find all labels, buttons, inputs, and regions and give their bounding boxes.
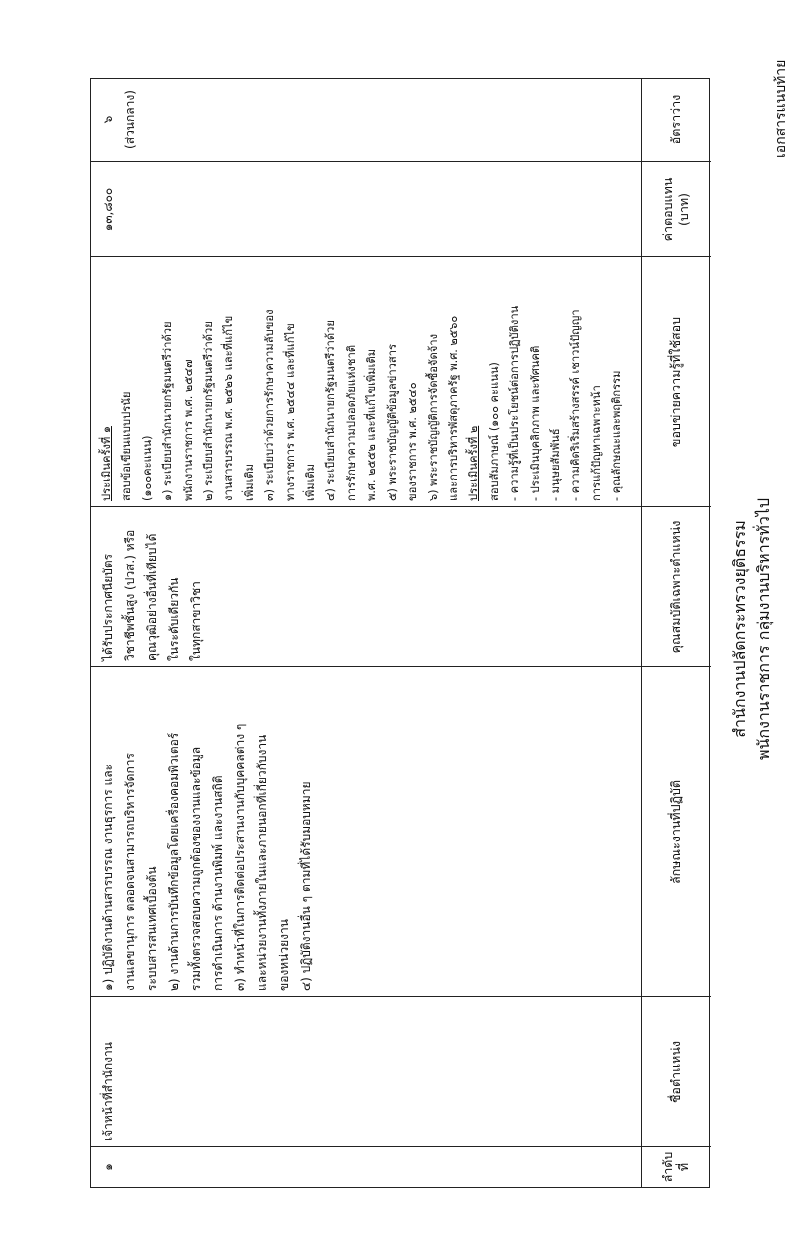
row-salary: ๑๓,๘๐๐ [101, 187, 115, 232]
row-qualification [91, 507, 636, 667]
scope-line: การแก้ปัญหาเฉพาะหน้า [589, 385, 603, 501]
scope-line: ทางราชการ พ.ศ. ๒๕๔๔ และที่แก้ไข [283, 323, 297, 501]
scope-line: งานสารบรรณ พ.ศ. ๒๕๒๖ และที่แก้ไข [222, 315, 236, 501]
scope-line: การรักษาความปลอดภัยแห่งชาติ [344, 345, 358, 501]
scope-line: ๔) ระเบียบสำนักนายกรัฐมนตรีว่าด้วย [324, 320, 338, 501]
scope-line: ประเมินครั้งที่ ๒ [467, 425, 481, 501]
scope-line: ประเมินครั้งที่ ๑ [100, 426, 113, 501]
title-line-1: พนักงานราชการ กลุ่มงานบริหารทั่วไป [754, 497, 773, 761]
duties-line: ๑) ปฏิบัติงานด้านสารบรรณ งานธุรการ และ [101, 763, 115, 991]
header-position: ชื่อตำแหน่ง [668, 1040, 684, 1104]
duties-line: ๒) งานด้านการบันทึกข้อมูลโดยเครื่องคอมพิวเตอร์ [167, 732, 181, 991]
scope-line: เพิ่มเติม [304, 463, 318, 501]
row-scope [91, 257, 636, 507]
scope-line: ๒) ระเบียบสำนักนายกรัฐมนตรีว่าด้วย [202, 321, 216, 501]
row-position: เจ้าหน้าที่สำนักงาน [101, 1042, 115, 1141]
duties-line: การดำเนินการ ด้านงานพิมพ์ และงานสถิติ [211, 775, 225, 991]
scope-line: สอบข้อเขียนแบบปรนัย [120, 391, 134, 501]
title-line-2: สำนักงานปลัดกระทรวงยุติธรรม [730, 520, 749, 738]
header-salary: ค่าตอบแทน (บาท) [660, 177, 691, 242]
header-qualification: คุณสมบัติเฉพาะตำแหน่ง [668, 520, 684, 654]
scope-line: - ความคิดริเริ่มสร้างสรรค์ เชาวน์ปัญญา [569, 309, 583, 501]
header-no: ลำดับที่ [660, 1151, 691, 1183]
row-no: ๑ [101, 1163, 115, 1171]
scope-line: พนักงานราชการ พ.ศ. ๒๕๔๗ [181, 359, 195, 501]
position-table [90, 78, 710, 1188]
scope-line: ๓) ระเบียบว่าด้วยการรักษาความลับของ [263, 309, 277, 501]
row-duties [91, 667, 636, 997]
duties-line: งานเลขานุการ ตลอดจนสามารถบริหารจัดการ [123, 753, 137, 991]
qualification-line: ในทุกสาขาวิชา [189, 581, 203, 661]
scope-line: และการบริหารพัสดุภาครัฐ พ.ศ. ๒๕๖๐ [446, 315, 460, 501]
duties-line: และหน่วยงานทั้งภายในและภายนอกที่เกี่ยวกับงาน [255, 734, 269, 991]
duties-line: รวมทั้งตรวจสอบความถูกต้องของงานและข้อมูล [189, 746, 203, 991]
scope-line: ๖) พระราชบัญญัติการจัดซื้อจัดจ้าง [426, 333, 440, 501]
duties-line: ของหน่วยงาน [277, 919, 291, 991]
attachment-label: เอกสารแนบท้าย [773, 59, 789, 158]
qualification-line: ได้รับประกาศนียบัตร [101, 553, 115, 661]
duties-line: ระบบสารสนเทศเบื้องต้น [145, 866, 159, 991]
qualification-line: ในระดับเดียวกัน [167, 577, 181, 661]
scope-line: - มนุษยสัมพันธ์ [548, 428, 562, 501]
scope-line: - ความรู้ที่เป็นประโยชน์ต่อการปฏิบัติงาน [508, 305, 522, 501]
header-vacancy: อัตราว่าง [668, 94, 684, 145]
scope-line: ๕) พระราชบัญญัติข้อมูลข่าวสาร [385, 343, 399, 501]
duties-line: ๔) ปฏิบัติงานอื่น ๆ ตามที่ได้รับมอบหมาย [299, 781, 313, 991]
scope-line: สอบสัมภาษณ์ (๑๐๐ คะแนน) [487, 362, 501, 501]
scope-line: - ประเมินบุคลิกภาพ และทัศนคติ [528, 345, 542, 501]
scope-line: เพิ่มเติม [242, 463, 256, 501]
scope-line: ของราชการ พ.ศ. ๒๕๔๐ [406, 382, 420, 501]
scope-line: - คุณลักษณะและพฤติกรรม [610, 370, 624, 501]
qualification-line: คุณวุฒิอย่างอื่นที่เทียบได้ [145, 533, 159, 661]
header-duties: ลักษณะงานที่ปฏิบัติ [668, 779, 684, 885]
qualification-line: วิชาชีพชั้นสูง (ปวส.) หรือ [123, 529, 137, 661]
scope-line: (๑๐๐คะแนน) [140, 435, 154, 501]
row-vacancy: ๖ (ส่วนกลาง) [101, 90, 137, 149]
scope-line: ๑) ระเบียบสำนักนายกรัฐมนตรีว่าด้วย [161, 321, 175, 501]
header-scope: ขอบข่ายความรู้ที่ใช้สอบ [668, 316, 684, 448]
scope-line: พ.ศ. ๒๕๕๒ และที่แก้ไขเพิ่มเติม [365, 348, 379, 501]
duties-line: ๓) ทำหน้าที่ในการติดต่อประสานงานกับบุคคลต่าง ๆ [233, 723, 247, 991]
